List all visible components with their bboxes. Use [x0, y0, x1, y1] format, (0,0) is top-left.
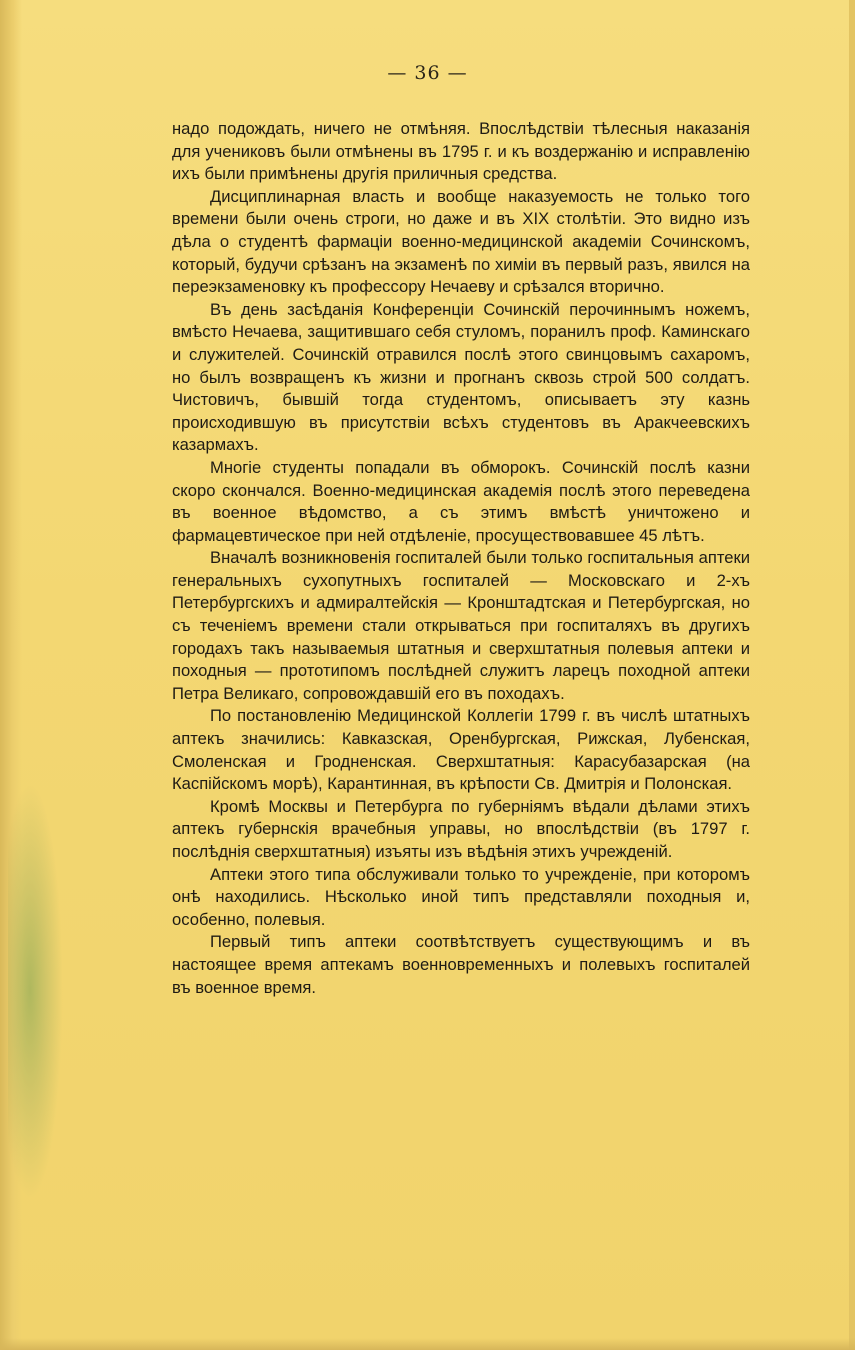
paragraph-5: Вначалѣ возникновенія госпиталей были только госпитальныя аптеки генеральныхъ сухопутныхъ госпиталей — Московскаго и 2-хъ Петербургскихъ и адмиралтейскія — Кронштадтская и Петербургская, но съ теченіемъ времени стали открываться при госпиталяхъ въ другихъ городахъ такъ называемыя штатныя и сверхштатныя полевыя аптеки и походныя — прототипомъ послѣдней служитъ ларецъ походной аптеки Петра Великаго, сопровождавшій его въ походахъ.: [172, 548, 750, 703]
page-bottom-edge: [0, 1338, 855, 1350]
paragraph-2: Дисциплинарная власть и вообще наказуемость не только того времени были очень строги, но даже и въ XIX столѣтіи. Это видно изъ дѣла о студентѣ фармаціи военно-медицинской академіи Сочинскомъ, который, будучи срѣзанъ на экзаменѣ по химіи въ первый разъ, явился на переэкзаменовку къ профессору Нечаеву и срѣзался вторично.: [172, 186, 750, 297]
paragraph-4: Многіе студенты попадали въ обморокъ. Сочинскій послѣ казни скоро скончался. Военно-медицинская академія послѣ этого переведена въ военное вѣдомство, а съ этимъ вмѣстѣ уничтожено и фармацевтическое при ней отдѣленіе, просуществовавшее 45 лѣтъ.: [172, 457, 750, 545]
page-number: — 36 —: [387, 62, 468, 84]
paper-stain: [8, 780, 63, 1200]
paragraph-8: Аптеки этого типа обслуживали только то учрежденіе, при которомъ онѣ находились. Нѣсколько иной типъ представляли походныя и, особенно, полевыя.: [172, 864, 750, 929]
body-text: [172, 118, 750, 999]
page-right-edge: [849, 0, 855, 1350]
paragraph-3: Въ день засѣданія Конференціи Сочинскій перочиннымъ ножемъ, вмѣсто Нечаева, защитившаго себя стуломъ, поранилъ проф. Каминскаго и служителей. Сочинскій отравился послѣ этого свинцовымъ сахаромъ, но былъ возвращенъ къ жизни и прогнанъ сквозь строй 500 солдатъ. Чистовичъ, бывшій тогда студентомъ, описываетъ эту казнь происходившую въ присутствіи всѣхъ студентовъ въ Аракчеевскихъ казармахъ.: [172, 299, 750, 455]
paragraph-1: надо подождать, ничего не отмѣняя. Впослѣдствіи тѣлесныя наказанія для учениковъ были отмѣнены въ 1795 г. и къ воздержанію и исправленію ихъ были примѣнены другія приличныя средства.: [172, 119, 750, 184]
paragraph-6: По постановленію Медицинской Коллегіи 1799 г. въ числѣ штатныхъ аптекъ значились: Кавказская, Оренбургская, Рижская, Лубенская, Смоленская и Гродненская. Сверхштатныя: Карасубазарская (на Каспійскомъ морѣ), Карантинная, въ крѣпости Св. Дмитрія и Полонская.: [172, 706, 750, 794]
paragraph-7: Кромѣ Москвы и Петербурга по губерніямъ вѣдали дѣлами этихъ аптекъ губернскія врачебныя управы, но впослѣдствіи (въ 1797 г. послѣднія сверхштатныя) изъяты изъ вѣдѣнія этихъ учрежденій.: [172, 796, 750, 861]
paragraph-9: Первый типъ аптеки соотвѣтствуетъ существующимъ и въ настоящее время аптекамъ военновременныхъ и полевыхъ госпиталей въ военное время.: [172, 932, 750, 997]
